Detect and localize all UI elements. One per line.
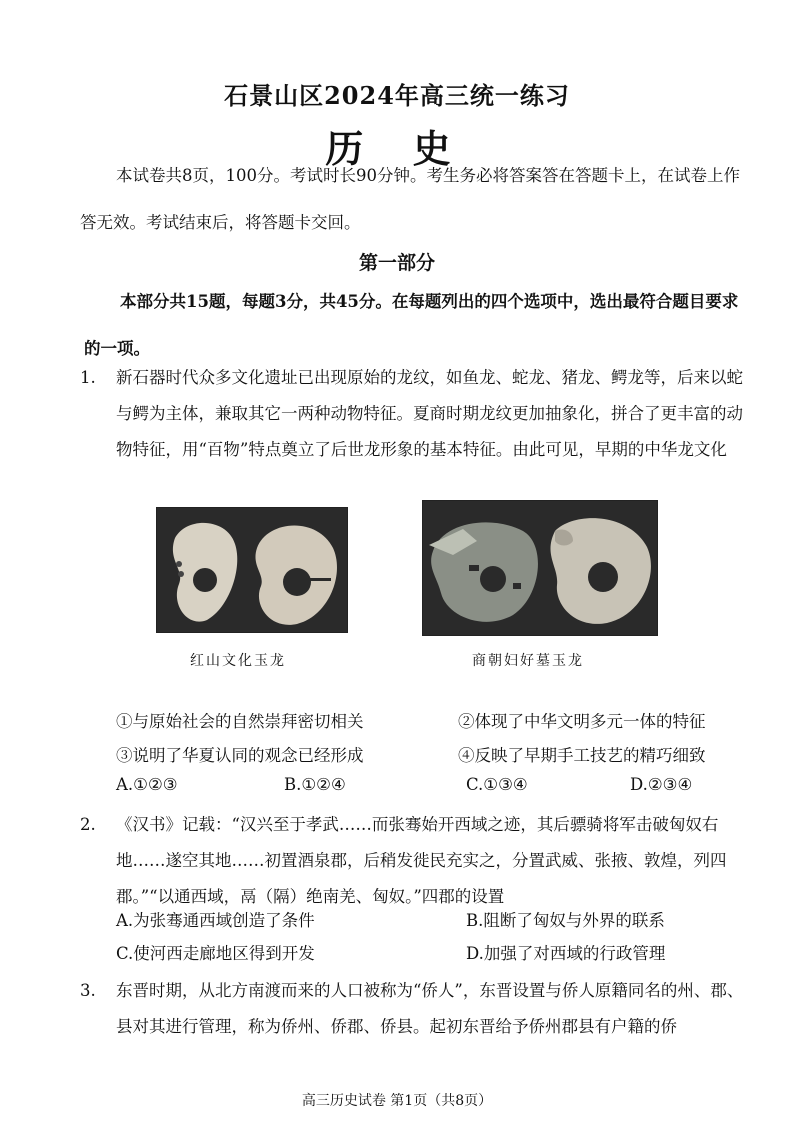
fuhao-tomb-jade-dragon-photo bbox=[422, 500, 658, 636]
question-1-option-a: A.①②③ bbox=[116, 775, 178, 794]
statement-1: ①与原始社会的自然崇拜密切相关 bbox=[116, 712, 364, 731]
subject-title: 历 史 bbox=[325, 126, 469, 171]
question-1-stem: 新石器时代众多文化遗址已出现原始的龙纹，如鱼龙、蛇龙、猪龙、鳄龙等，后来以蛇与鳄为主体，兼取其它一两种动物特征。夏商时期龙纹更加抽象化，拼合了更丰富的动物特征，用“百物”特点奠立了后世龙形象的基本特征。由此可见，早期的中华龙文化 bbox=[116, 368, 743, 459]
question-2-option-b: B.阻断了匈奴与外界的联系 bbox=[466, 911, 665, 930]
question-1-option-d: D.②③④ bbox=[630, 775, 693, 794]
question-2-option-c: C.使河西走廊地区得到开发 bbox=[116, 944, 315, 963]
statement-2: ②体现了中华文明多元一体的特征 bbox=[458, 712, 706, 731]
question-2-stem: 《汉书》记载：“汉兴至于孝武……而张骞始开西域之迹，其后骠骑将军击破匈奴右地……遂空其地……初置酒泉郡，后稍发徙民充实之，分置武威、张掖、敦煌，列四郡。”“以通西域，鬲（隔）绝南羌、匈奴。”四郡的设置 bbox=[116, 815, 727, 906]
exam-title: 石景山区2024年高三统一练习 bbox=[224, 81, 570, 110]
part-one-instructions: 本部分共15题，每题3分，共45分。在每题列出的四个选项中，选出最符合题目要求的一项。 bbox=[84, 292, 739, 358]
photo-caption-hongshan: 红山文化玉龙 bbox=[190, 653, 286, 669]
hongshan-jade-dragon-photo bbox=[156, 507, 348, 633]
exam-intro: 本试卷共8页，100分。考试时长90分钟。考生务必将答案答在答题卡上，在试卷上作答无效。考试结束后，将答题卡交回。 bbox=[80, 166, 740, 232]
question-2-option-a: A.为张骞通西域创造了条件 bbox=[116, 911, 315, 930]
statement-4: ④反映了早期手工技艺的精巧细致 bbox=[458, 746, 706, 765]
question-1-option-c: C.①③④ bbox=[466, 775, 528, 794]
question-1-option-b: B.①②④ bbox=[284, 775, 346, 794]
photo-caption-fuhao: 商朝妇好墓玉龙 bbox=[472, 653, 584, 669]
page-footer: 高三历史试卷 第1页（共8页） bbox=[301, 1093, 493, 1109]
question-2-number: 2. bbox=[80, 815, 96, 834]
question-2-option-d: D.加强了对西域的行政管理 bbox=[466, 944, 666, 963]
question-3-stem: 东晋时期，从北方南渡而来的人口被称为“侨人”，东晋设置与侨人原籍同名的州、郡、县对其进行管理，称为侨州、侨郡、侨县。起初东晋给予侨州郡县有户籍的侨 bbox=[116, 981, 744, 1036]
question-3-number: 3. bbox=[80, 981, 96, 1000]
part-one-title: 第一部分 bbox=[358, 252, 435, 274]
question-1-number: 1. bbox=[80, 368, 96, 387]
statement-3: ③说明了华夏认同的观念已经形成 bbox=[116, 746, 364, 765]
